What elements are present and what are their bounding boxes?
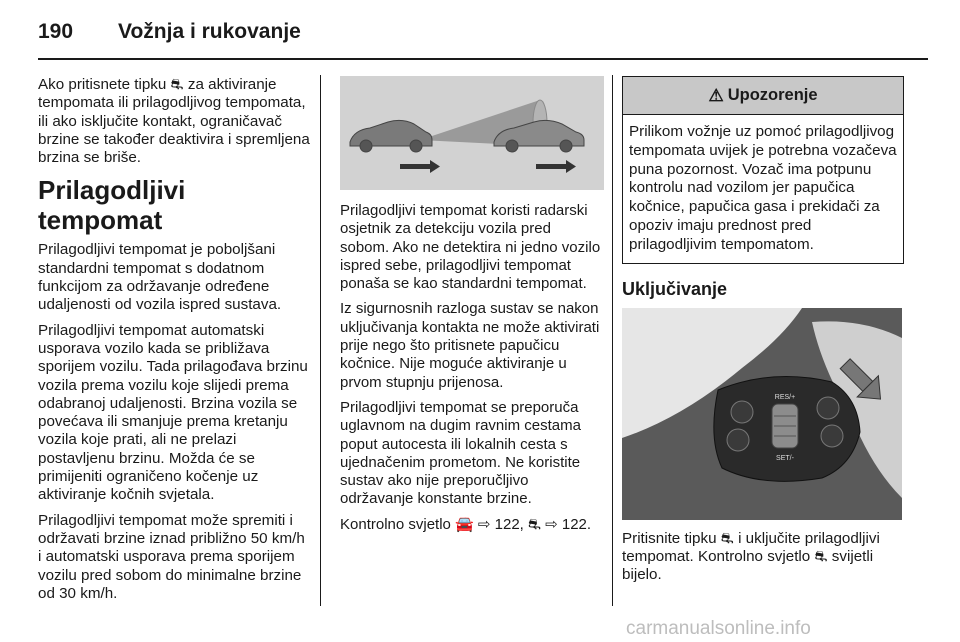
paragraph: Prilagodljivi tempomat je poboljšani standardni tempomat s dodatnom funkcijom za održavanje određene udaljenosti od vozila ispred sustava. [38,241,282,314]
steering-wheel-photo [622,308,902,520]
rear-car-icon [350,120,432,152]
page-header [38,20,928,60]
cancel-button-icon [727,429,749,451]
warning-triangle-icon: ⚠ [708,85,724,105]
intro-paragraph: Ako pritisnete tipku ⛐ za aktiviranje tempomata ili prilagodljivog tempomata, ili ako isključite kontakt, ograničavač brzine se također deaktivira i spremljena brzina se briše. [38,76,310,167]
warning-title: Upozorenje [727,86,818,104]
speed-limiter-button-icon [731,401,753,423]
direction-arrow-icon [536,160,576,173]
roller-bottom-label: SET/- [776,454,794,462]
subsection-heading: Uključivanje [622,278,728,299]
column-middle [340,76,604,541]
column-divider [612,75,613,606]
paragraph: Prilagodljivi tempomat može spremiti i održavati brzine iznad približno 50 km/h i automatski usporava prema sporijem vozilu pred sobom do minimalne brzine od 30 km/h. [38,511,305,602]
paragraph: Prilagodljivi tempomat automatski usporava vozilo kada se približava sporijem vozilu. Tada prilagođava brzinu vozila prema vozilu koje slijedi prema odabranoj udaljenosti. Brzina vozila se povećava ili smanjuje prema kretanju vozila koje prati, ali ne prelazi postavljenu brzinu. Možda će se primijeniti ograničeno kočenje uz aktiviranje kočnih svjetala. [38,321,308,504]
warning-body [623,115,903,263]
radar-illustration [340,76,604,190]
watermark: carmanualsonline.info [626,618,811,639]
cruise-control-button-icon [817,397,839,419]
warning-box [622,76,904,264]
direction-arrow-icon [400,160,440,173]
section-heading: Prilagodljivi tempomat [38,175,186,236]
roller-top-label: RES/+ [774,393,796,401]
page-number: 190 [38,20,74,43]
column-right [622,76,902,591]
warning-header [623,77,903,115]
paragraph: Iz sigurnosnih razloga sustav se nakon uključivanja kontakta ne može aktivirati prije nego što pritisnete papučicu kočnice. Nije moguće aktiviranje u prvom stupnju prijenosa. [340,300,600,391]
header-rule [38,58,928,60]
paragraph: Pritisnite tipku ⛐ i uključite prilagodljivi tempomat. Kontrolno svjetlo ⛐ svijetli bijelo. [622,529,880,584]
paragraph: Prilagodljivi tempomat koristi radarski osjetnik za detekciju vozila pred sobom. Ako ne detektira ni jedno vozilo ispred sebe, prilagodljivi tempomat ponaša se kao standardni tempomat. [340,202,601,293]
column-left [38,76,310,610]
control-light-reference: Kontrolno svjetlo 🚘 ⇨ 122, ⛐ ⇨ 122. [340,515,592,533]
paragraph: Prilagodljivi tempomat se preporuča uglavnom na dugim ravnim cestama poput autocesta ili lokalnih cesta s ujednačenim prometom. Ne koristite sustav ako nije preporučljivo održavanje konstante brzine. [340,398,581,508]
warning-text: Prilikom vožnje uz pomoć prilagodljivog tempomata uvijek je potrebna vozačeva puna pozornost. Vozač ima potpunu kontrolu nad vozilom jer papučica kočnice, papučica gasa i prekidači za opoziv imaju prednost pred prilagodljivim tempomatom. [629,123,897,253]
distance-button-icon [821,425,843,447]
column-divider [320,75,321,606]
page-title: Vožnja i rukovanje [118,20,301,43]
